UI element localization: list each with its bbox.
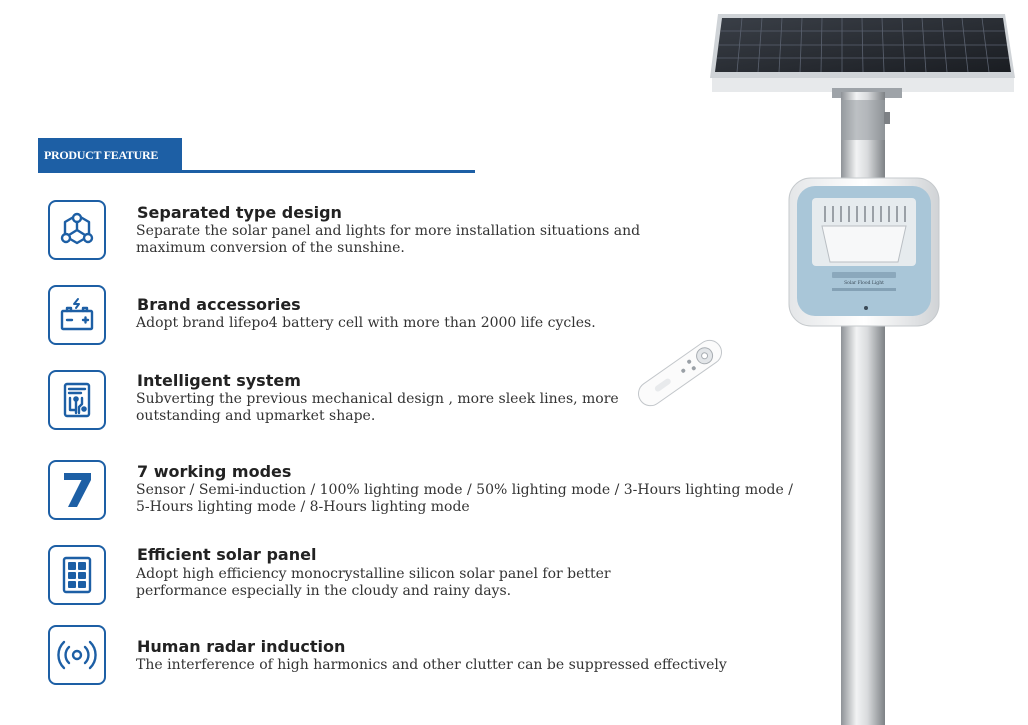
feature-description: Adopt high efficiency monocrystalline silicon solar panel for better performance especially in the cloudy and rainy days. (136, 566, 611, 599)
section-header (38, 138, 475, 174)
lamp-illustration (789, 178, 939, 326)
number-seven-icon (48, 460, 106, 520)
feature-title: Separated type design (137, 203, 342, 222)
remote-control-illustration (634, 336, 726, 411)
lamp-label: Solar Flood Light (844, 281, 884, 286)
feature-title: 7 working modes (137, 462, 292, 481)
feature-title: Intelligent system (137, 371, 301, 390)
feature-description: The interference of high harmonics and other clutter can be suppressed effectively (136, 657, 727, 673)
product-image (600, 0, 1028, 725)
feature-title: Brand accessories (137, 295, 301, 314)
solar-panel-icon (48, 545, 106, 605)
solar-panel-illustration (710, 14, 1015, 98)
radar-signal-icon (48, 625, 106, 685)
section-title: PRODUCT FEATURE (38, 138, 182, 172)
circuit-board-icon (48, 370, 106, 430)
section-divider (38, 170, 475, 173)
battery-icon (48, 285, 106, 345)
feature-description: Adopt brand lifepo4 battery cell with more than 2000 life cycles. (136, 315, 596, 331)
feature-description: Separate the solar panel and lights for more installation situations and maximum conversion of the sunshine. (136, 223, 641, 256)
feature-description: Subverting the previous mechanical design , more sleek lines, more outstanding and upmarket shape. (136, 391, 619, 424)
nodes-icon (48, 200, 106, 260)
feature-description: Sensor / Semi-induction / 100% lighting mode / 50% lighting mode / 3-Hours lighting mode / 5-Hours lighting mode / 8-Hours lighting mode (136, 482, 793, 515)
feature-title: Efficient solar panel (137, 545, 317, 564)
feature-title: Human radar induction (137, 637, 346, 656)
